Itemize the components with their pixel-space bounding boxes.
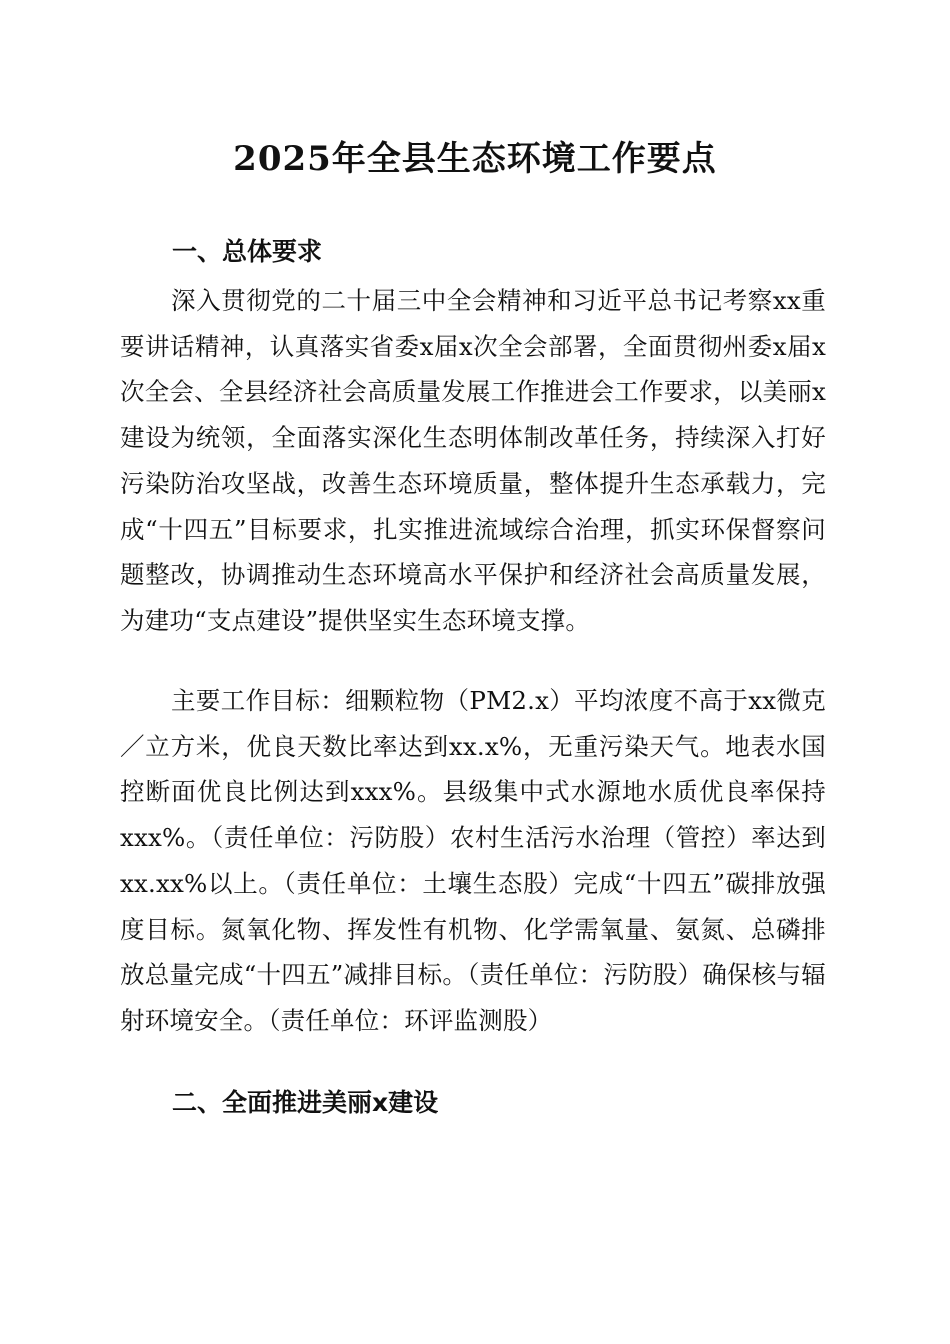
section-heading-general-requirements: 一、总体要求 xyxy=(172,237,323,266)
paragraph-general-requirements: 深入贯彻党的二十届三中全会精神和习近平总书记考察xx重要讲话精神，认真落实省委x届x次全会部署，全面贯彻州委x届x次全会、全县经济社会高质量发展工作推进会工作要求，以美丽x建设为统领，全面落实深化生态明体制改革任务，持续深入打好污染防治攻坚战，改善生态环境质量，整体提升生态承载力，完成“十四五”目标要求，扎实推进流域综合治理，抓实环保督察问题整改，协调推动生态环境高水平保护和经济社会高质量发展，为建功“支点建设”提供坚实生态环境支撑。 xyxy=(120,286,826,635)
section-heading-beautiful-construction: 二、全面推进美丽x建设 xyxy=(172,1088,439,1117)
document-title: 2025年全县生态环境工作要点 xyxy=(233,139,717,179)
paragraph-main-targets: 主要工作目标：细颗粒物（PM2.x）平均浓度不高于xx微克／立方米，优良天数比率达到xx.x%，无重污染天气。地表水国控断面优良比例达到xxx%。县级集中式水源地水质优良率保持xxx%。（责任单位：污防股）农村生活污水治理（管控）率达到xx.xx%以上。（责任单位：土壤生态股）完成“十四五”碳排放强度目标。氮氧化物、挥发性有机物、化学需氧量、氨氮、总磷排放总量完成“十四五”减排目标。（责任单位：污防股）确保核与辐射环境安全。（责任单位：环评监测股） xyxy=(120,686,826,1035)
